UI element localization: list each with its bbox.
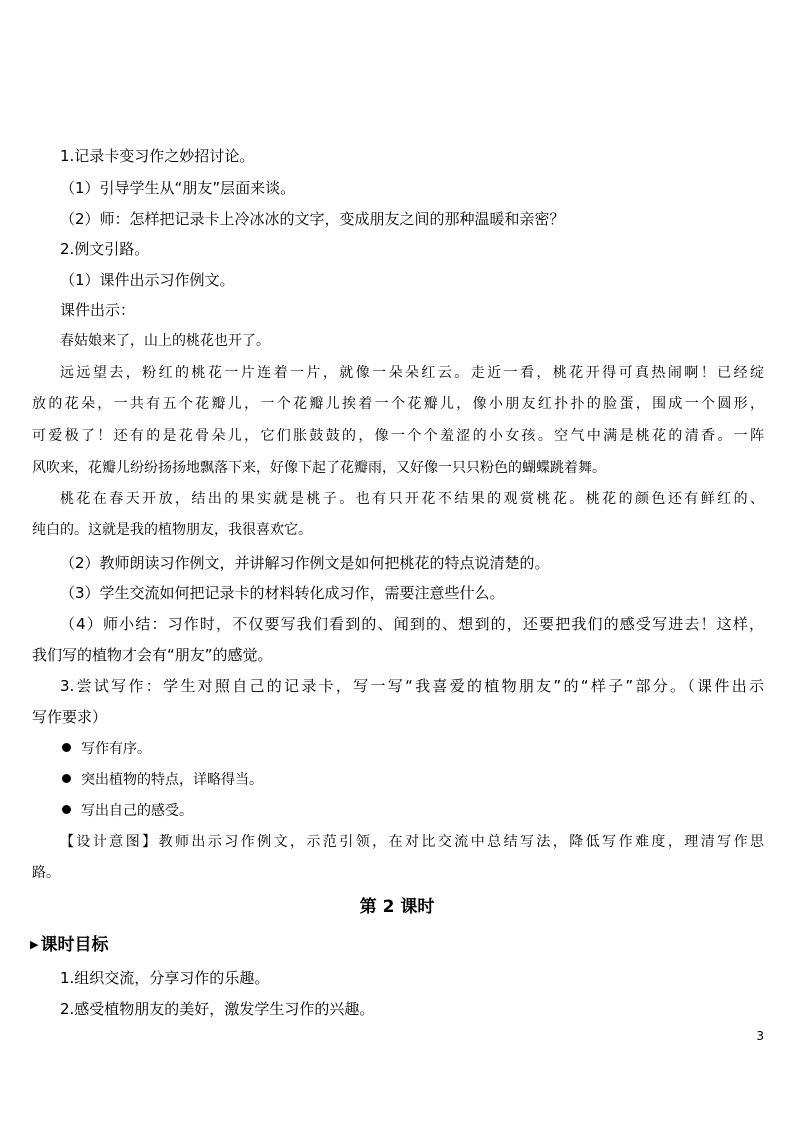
step-2-item-3: （3）学生交流如何把记录卡的材料转化成习作，需要注意些什么。 <box>60 584 505 602</box>
example-text-line: 桃花在春天开放，结出的果实就是桃子。也有只开花不结果的观赏桃花。桃花的颜色还有鲜红的、 <box>60 491 764 507</box>
bullet-icon <box>62 743 71 752</box>
example-text-line: 纯白的。这就是我的植物朋友，我很喜欢它。 <box>32 522 312 538</box>
requirement-text: 突出植物的特点，详略得当。 <box>81 772 263 788</box>
step-1-heading: 1.记录卡变习作之妙招讨论。 <box>60 147 255 165</box>
triangle-marker-icon: ▶ <box>30 938 39 951</box>
step-3-heading-cont: 写作要求） <box>32 708 108 726</box>
requirement-text: 写作有序。 <box>81 741 151 757</box>
design-intent-cont: 路。 <box>32 865 60 881</box>
step-2-item-2: （2）教师朗读习作例文，并讲解习作例文是如何把桃花的特点说清楚的。 <box>60 554 550 572</box>
example-text-line: 放的花朵，一共有五个花瓣儿，一个花瓣儿挨着一个花瓣儿，像小朋友红扑扑的脸蛋，围成一个圆形， <box>32 396 764 412</box>
requirement-text: 写出自己的感受。 <box>81 803 193 819</box>
example-text-line: 可爱极了！还有的是花骨朵儿，它们胀鼓鼓的，像一个个羞涩的小女孩。空气中满是桃花的清香。一阵 <box>32 428 764 444</box>
step-2-item-1: （1）课件出示习作例文。 <box>60 271 235 289</box>
goal-item: 2.感受植物朋友的美好，激发学生习作的兴趣。 <box>60 1000 375 1018</box>
design-intent: 【设计意图】教师出示习作例文，示范引领，在对比交流中总结写法，降低写作难度，理清写作思 <box>60 834 764 850</box>
example-text-line: 远远望去，粉红的桃花一片连着一片，就像一朵朵红云。走近一看，桃花开得可真热闹啊！已经绽 <box>60 365 764 381</box>
goal-item: 1.组织交流，分享习作的乐趣。 <box>60 969 270 987</box>
step-3-heading: 3.尝试写作：学生对照自己的记录卡，写一写“我喜爱的植物朋友”的“样子”部分。（课件出示 <box>60 677 764 695</box>
page-number: 3 <box>756 1029 764 1043</box>
bullet-icon <box>62 774 71 783</box>
example-text-line: 春姑娘来了，山上的桃花也开了。 <box>60 333 270 349</box>
section-title: 课时目标 <box>40 935 109 955</box>
section-heading <box>30 934 108 956</box>
lesson-title: 第 2 课时 <box>359 897 435 917</box>
step-1-item-2: （2）师：怎样把记录卡上冷冰冰的文字，变成朋友之间的那种温暖和亲密？ <box>60 210 565 228</box>
step-2-item-4: （4）师小结：习作时，不仅要写我们看到的、闻到的、想到的，还要把我们的感受写进去！这样， <box>60 615 764 633</box>
requirement-item <box>62 801 193 821</box>
step-2-heading: 2.例文引路。 <box>60 240 150 258</box>
step-1-item-1: （1）引导学生从“朋友”层面来谈。 <box>60 179 296 197</box>
courseware-label: 课件出示： <box>60 301 136 319</box>
requirement-item <box>62 739 151 759</box>
example-text-line: 风吹来，花瓣儿纷纷扬扬地飘落下来，好像下起了花瓣雨，又好像一只只粉色的蝴蝶跳着舞。 <box>32 460 606 476</box>
requirement-item <box>62 770 263 790</box>
step-2-item-4-cont: 我们写的植物才会有“朋友”的感觉。 <box>32 646 273 664</box>
bullet-icon <box>62 805 71 814</box>
